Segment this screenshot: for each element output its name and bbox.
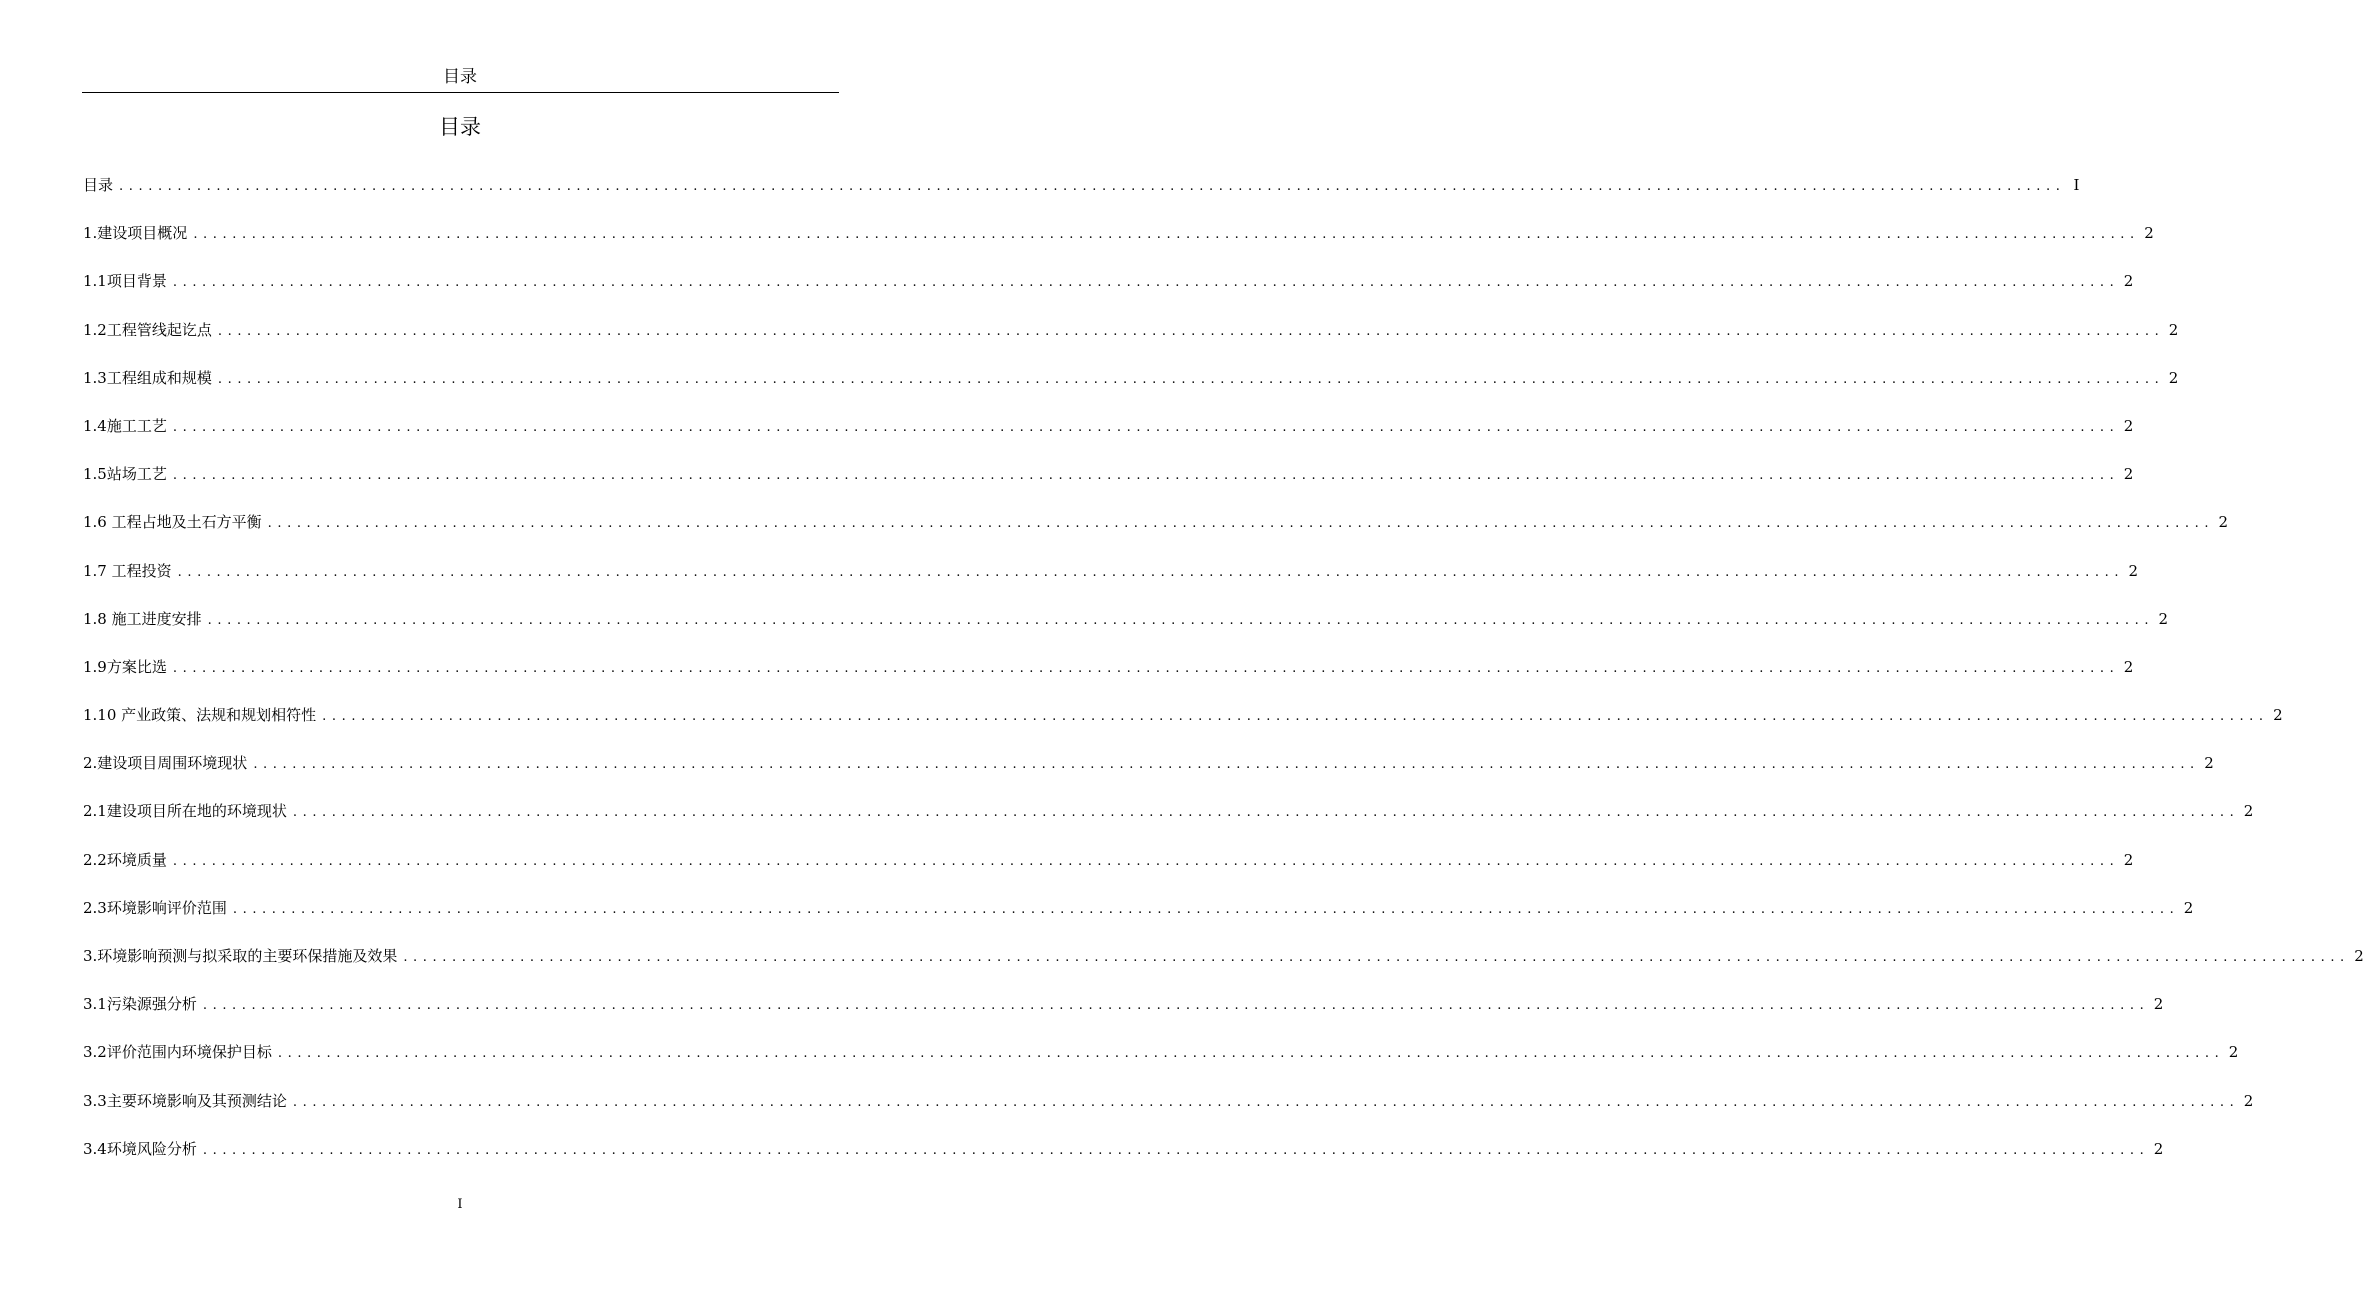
toc-dot-leader: ........................................................................................................................................................................................................ xyxy=(292,805,2240,821)
toc-entry-title: 1.9方案比选 xyxy=(83,657,167,676)
toc-entry[interactable] xyxy=(83,990,2164,1038)
toc-dot-leader: ........................................................................................................................................................................................................ xyxy=(267,516,2215,532)
toc-dot-leader: ........................................................................................................................................................................................................ xyxy=(193,227,2140,243)
toc-entry[interactable] xyxy=(83,219,2154,267)
toc-dot-leader: ........................................................................................................................................................................................................ xyxy=(119,179,2066,194)
toc-entry[interactable] xyxy=(83,894,2194,942)
toc-dot-leader: ........................................................................................................................................................................................................ xyxy=(202,998,2150,1014)
toc-entry[interactable] xyxy=(83,460,2134,508)
toc-dot-leader: ........................................................................................................................................................................................................ xyxy=(217,323,2165,339)
toc-entry[interactable] xyxy=(83,1087,2254,1135)
toc-entry-title: 目录 xyxy=(83,176,114,194)
toc-entry-page: 2 xyxy=(2123,416,2134,435)
toc-entry-title: 1.4施工工艺 xyxy=(83,416,167,435)
toc-entry-title: 1.8 施工进度安排 xyxy=(83,609,202,628)
toc-entry-title: 1.建设项目概况 xyxy=(83,224,188,243)
toc-entry-page: 2 xyxy=(2243,1091,2254,1110)
toc-dot-leader: ........................................................................................................................................................................................................ xyxy=(322,709,2269,725)
toc-entry[interactable] xyxy=(83,653,2134,701)
toc-entry-page: I xyxy=(2073,176,2080,194)
toc-heading: 目录 xyxy=(439,115,481,139)
toc-dot-leader: ........................................................................................................................................................................................................ xyxy=(177,564,2125,580)
toc-entry-page: 2 xyxy=(2158,609,2169,628)
toc-entry[interactable] xyxy=(83,267,2134,315)
toc-entry-page: 2 xyxy=(2354,947,2364,965)
toc-entry-title: 1.2工程管线起讫点 xyxy=(83,320,212,339)
toc-dot-leader: ........................................................................................................................................................................................................ xyxy=(172,853,2120,869)
toc-dot-leader: ........................................................................................................................................................................................................ xyxy=(207,612,2155,628)
toc-entry-title: 1.3工程组成和规模 xyxy=(83,368,212,387)
toc-entry-title: 3.4环境风险分析 xyxy=(83,1139,197,1158)
toc-entry-page: 2 xyxy=(2168,320,2179,339)
running-header: 目录 xyxy=(443,67,477,87)
toc-entry-page: 2 xyxy=(2243,802,2254,821)
toc-dot-leader: ........................................................................................................................................................................................................ xyxy=(292,1094,2240,1110)
toc-entry-page: 2 xyxy=(2128,561,2139,580)
toc-entry-page: 2 xyxy=(2153,1139,2164,1158)
toc-entry[interactable] xyxy=(83,797,2254,845)
toc-entry-title: 1.5站场工艺 xyxy=(83,465,167,484)
toc-entry-page: 2 xyxy=(2123,850,2134,869)
toc-dot-leader: ........................................................................................................................................................................................................ xyxy=(253,757,2200,773)
toc-entry[interactable] xyxy=(83,557,2139,605)
toc-list xyxy=(83,171,2364,1183)
toc-entry-title: 3.3主要环境影响及其预测结论 xyxy=(83,1091,287,1110)
toc-entry-page: 2 xyxy=(2218,513,2229,532)
page-number-footer: I xyxy=(457,1197,463,1212)
toc-entry-title: 1.10 产业政策、法规和规划相符性 xyxy=(83,706,317,725)
toc-entry-title: 2.1建设项目所在地的环境现状 xyxy=(83,802,287,821)
toc-entry-title: 1.1项目背景 xyxy=(83,272,167,291)
toc-entry[interactable] xyxy=(83,364,2179,412)
toc-entry-title: 3.2评价范围内环境保护目标 xyxy=(83,1043,272,1062)
toc-entry-page: 2 xyxy=(2123,657,2134,676)
toc-dot-leader: ........................................................................................................................................................................................................ xyxy=(277,1046,2225,1062)
toc-entry-title: 2.建设项目周围环境现状 xyxy=(83,754,248,773)
header-rule xyxy=(82,92,839,93)
toc-entry-page: 2 xyxy=(2123,272,2134,291)
toc-entry-title: 1.6 工程占地及土石方平衡 xyxy=(83,513,262,532)
toc-entry-page: 2 xyxy=(2123,465,2134,484)
toc-dot-leader: ........................................................................................................................................................................................................ xyxy=(172,419,2120,435)
toc-dot-leader: ........................................................................................................................................................................................................ xyxy=(217,371,2165,387)
toc-entry[interactable] xyxy=(83,701,2283,749)
toc-entry-title: 3.环境影响预测与拟采取的主要环保措施及效果 xyxy=(83,947,398,965)
toc-entry[interactable] xyxy=(83,412,2134,460)
toc-entry-title: 3.1污染源强分析 xyxy=(83,995,197,1014)
toc-entry[interactable] xyxy=(83,508,2229,556)
toc-entry-title: 1.7 工程投资 xyxy=(83,561,172,580)
toc-dot-leader: ........................................................................................................................................................................................................ xyxy=(232,901,2180,917)
toc-entry-page: 2 xyxy=(2144,224,2154,243)
toc-entry-page: 2 xyxy=(2168,368,2179,387)
toc-entry-page: 2 xyxy=(2228,1043,2239,1062)
toc-entry-title: 2.3环境影响评价范围 xyxy=(83,898,227,917)
toc-entry[interactable] xyxy=(83,1135,2164,1183)
toc-entry[interactable] xyxy=(83,1038,2239,1086)
toc-entry[interactable] xyxy=(83,171,2080,219)
toc-entry[interactable] xyxy=(83,846,2134,894)
toc-dot-leader: ........................................................................................................................................................................................................ xyxy=(172,660,2120,676)
toc-entry-page: 2 xyxy=(2204,754,2214,773)
toc-entry[interactable] xyxy=(83,749,2214,797)
toc-entry[interactable] xyxy=(83,942,2364,990)
toc-dot-leader: ........................................................................................................................................................................................................ xyxy=(172,468,2120,484)
toc-dot-leader: ........................................................................................................................................................................................................ xyxy=(202,1142,2150,1158)
toc-entry[interactable] xyxy=(83,316,2179,364)
toc-entry-page: 2 xyxy=(2273,706,2283,725)
toc-entry-title: 2.2环境质量 xyxy=(83,850,167,869)
toc-dot-leader: ........................................................................................................................................................................................................ xyxy=(403,950,2350,965)
toc-entry[interactable] xyxy=(83,605,2169,653)
toc-entry-page: 2 xyxy=(2153,995,2164,1014)
toc-entry-page: 2 xyxy=(2183,898,2194,917)
toc-dot-leader: ........................................................................................................................................................................................................ xyxy=(172,275,2120,291)
